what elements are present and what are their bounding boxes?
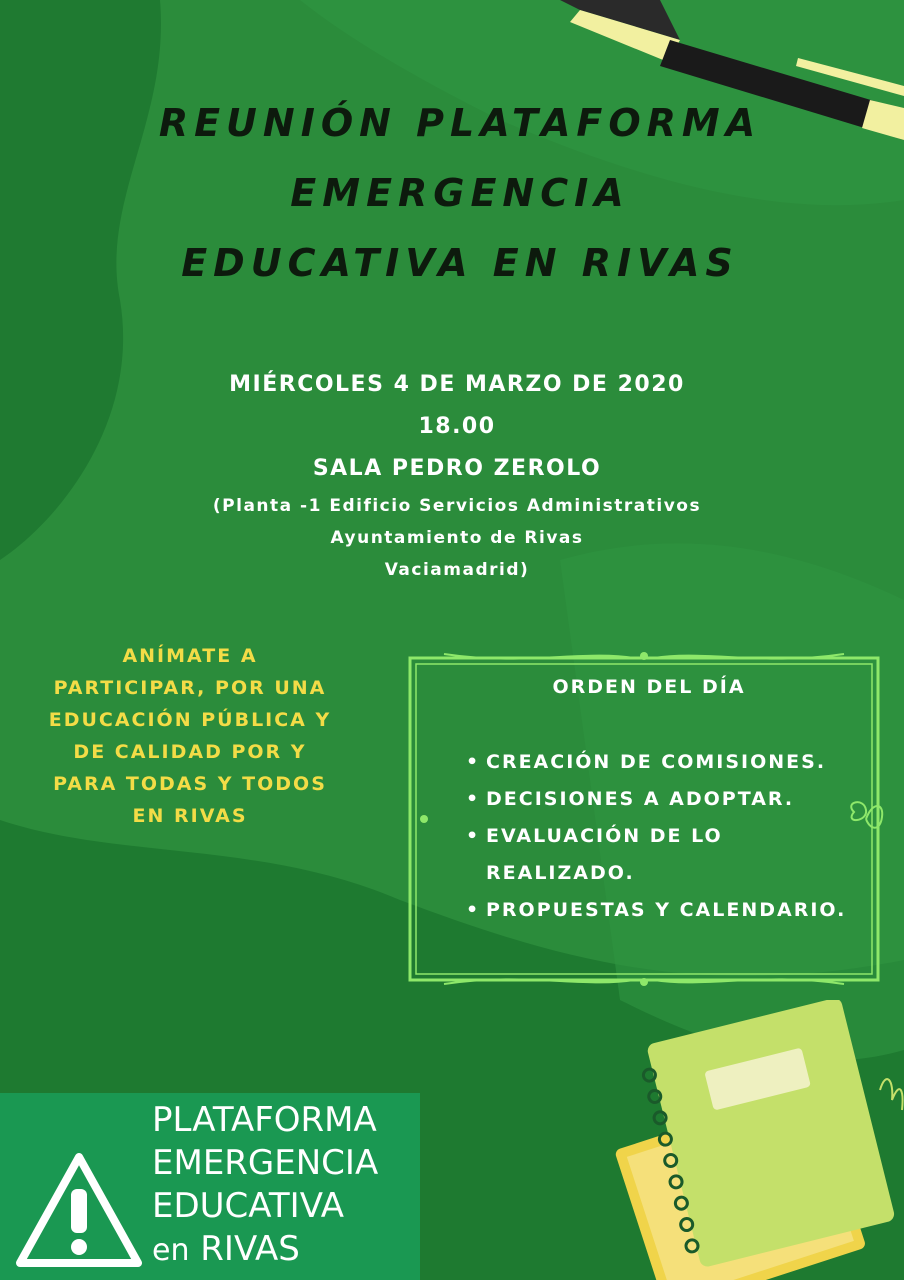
cta-line-6: EN RIVAS (132, 805, 248, 827)
logo-en: en (152, 1233, 190, 1268)
logo-rivas: RIVAS (200, 1229, 300, 1269)
event-address-1: (Planta -1 Edificio Servicios Administrativos (212, 496, 702, 516)
event-time: 18.00 (418, 414, 496, 439)
logo-line-3: EDUCATIVA (152, 1186, 345, 1226)
organization-logo (0, 1093, 420, 1280)
agenda-item: • EVALUACIÓN DE LO REALIZADO. (466, 818, 876, 892)
title-line-2: EMERGENCIA (290, 171, 630, 215)
cta-line-3: EDUCACIÓN PÚBLICA Y (48, 709, 332, 731)
logo-line-1: PLATAFORMA (152, 1100, 377, 1140)
event-details (150, 364, 764, 586)
agenda-item: • DECISIONES A ADOPTAR. (466, 781, 876, 818)
call-to-action (20, 640, 360, 832)
event-date: MIÉRCOLES 4 DE MARZO DE 2020 (229, 372, 685, 397)
agenda-list (466, 744, 876, 929)
title-line-3: EDUCATIVA EN RIVAS (181, 241, 739, 285)
agenda-item: • PROPUESTAS Y CALENDARIO. (466, 892, 876, 929)
cta-line-1: ANÍMATE A (122, 645, 258, 667)
notebooks-illustration (610, 1000, 904, 1280)
event-title (110, 88, 810, 298)
event-address-3: Vaciamadrid) (384, 560, 530, 580)
logo-text (152, 1099, 378, 1272)
cta-line-4: DE CALIDAD POR Y (73, 741, 307, 763)
event-address-2: Ayuntamiento de Rivas (330, 528, 584, 548)
title-line-1: REUNIÓN PLATAFORMA (158, 101, 762, 145)
cta-line-2: PARTICIPAR, POR UNA (53, 677, 327, 699)
agenda-box (404, 652, 884, 986)
agenda-heading: ORDEN DEL DÍA (552, 676, 746, 698)
warning-triangle-icon (14, 1151, 144, 1271)
logo-line-2: EMERGENCIA (152, 1143, 379, 1183)
event-place: SALA PEDRO ZEROLO (312, 456, 602, 481)
cta-line-5: PARA TODAS Y TODOS (53, 773, 327, 795)
agenda-item: • CREACIÓN DE COMISIONES. (466, 744, 876, 781)
logo-line-4 (152, 1228, 378, 1272)
